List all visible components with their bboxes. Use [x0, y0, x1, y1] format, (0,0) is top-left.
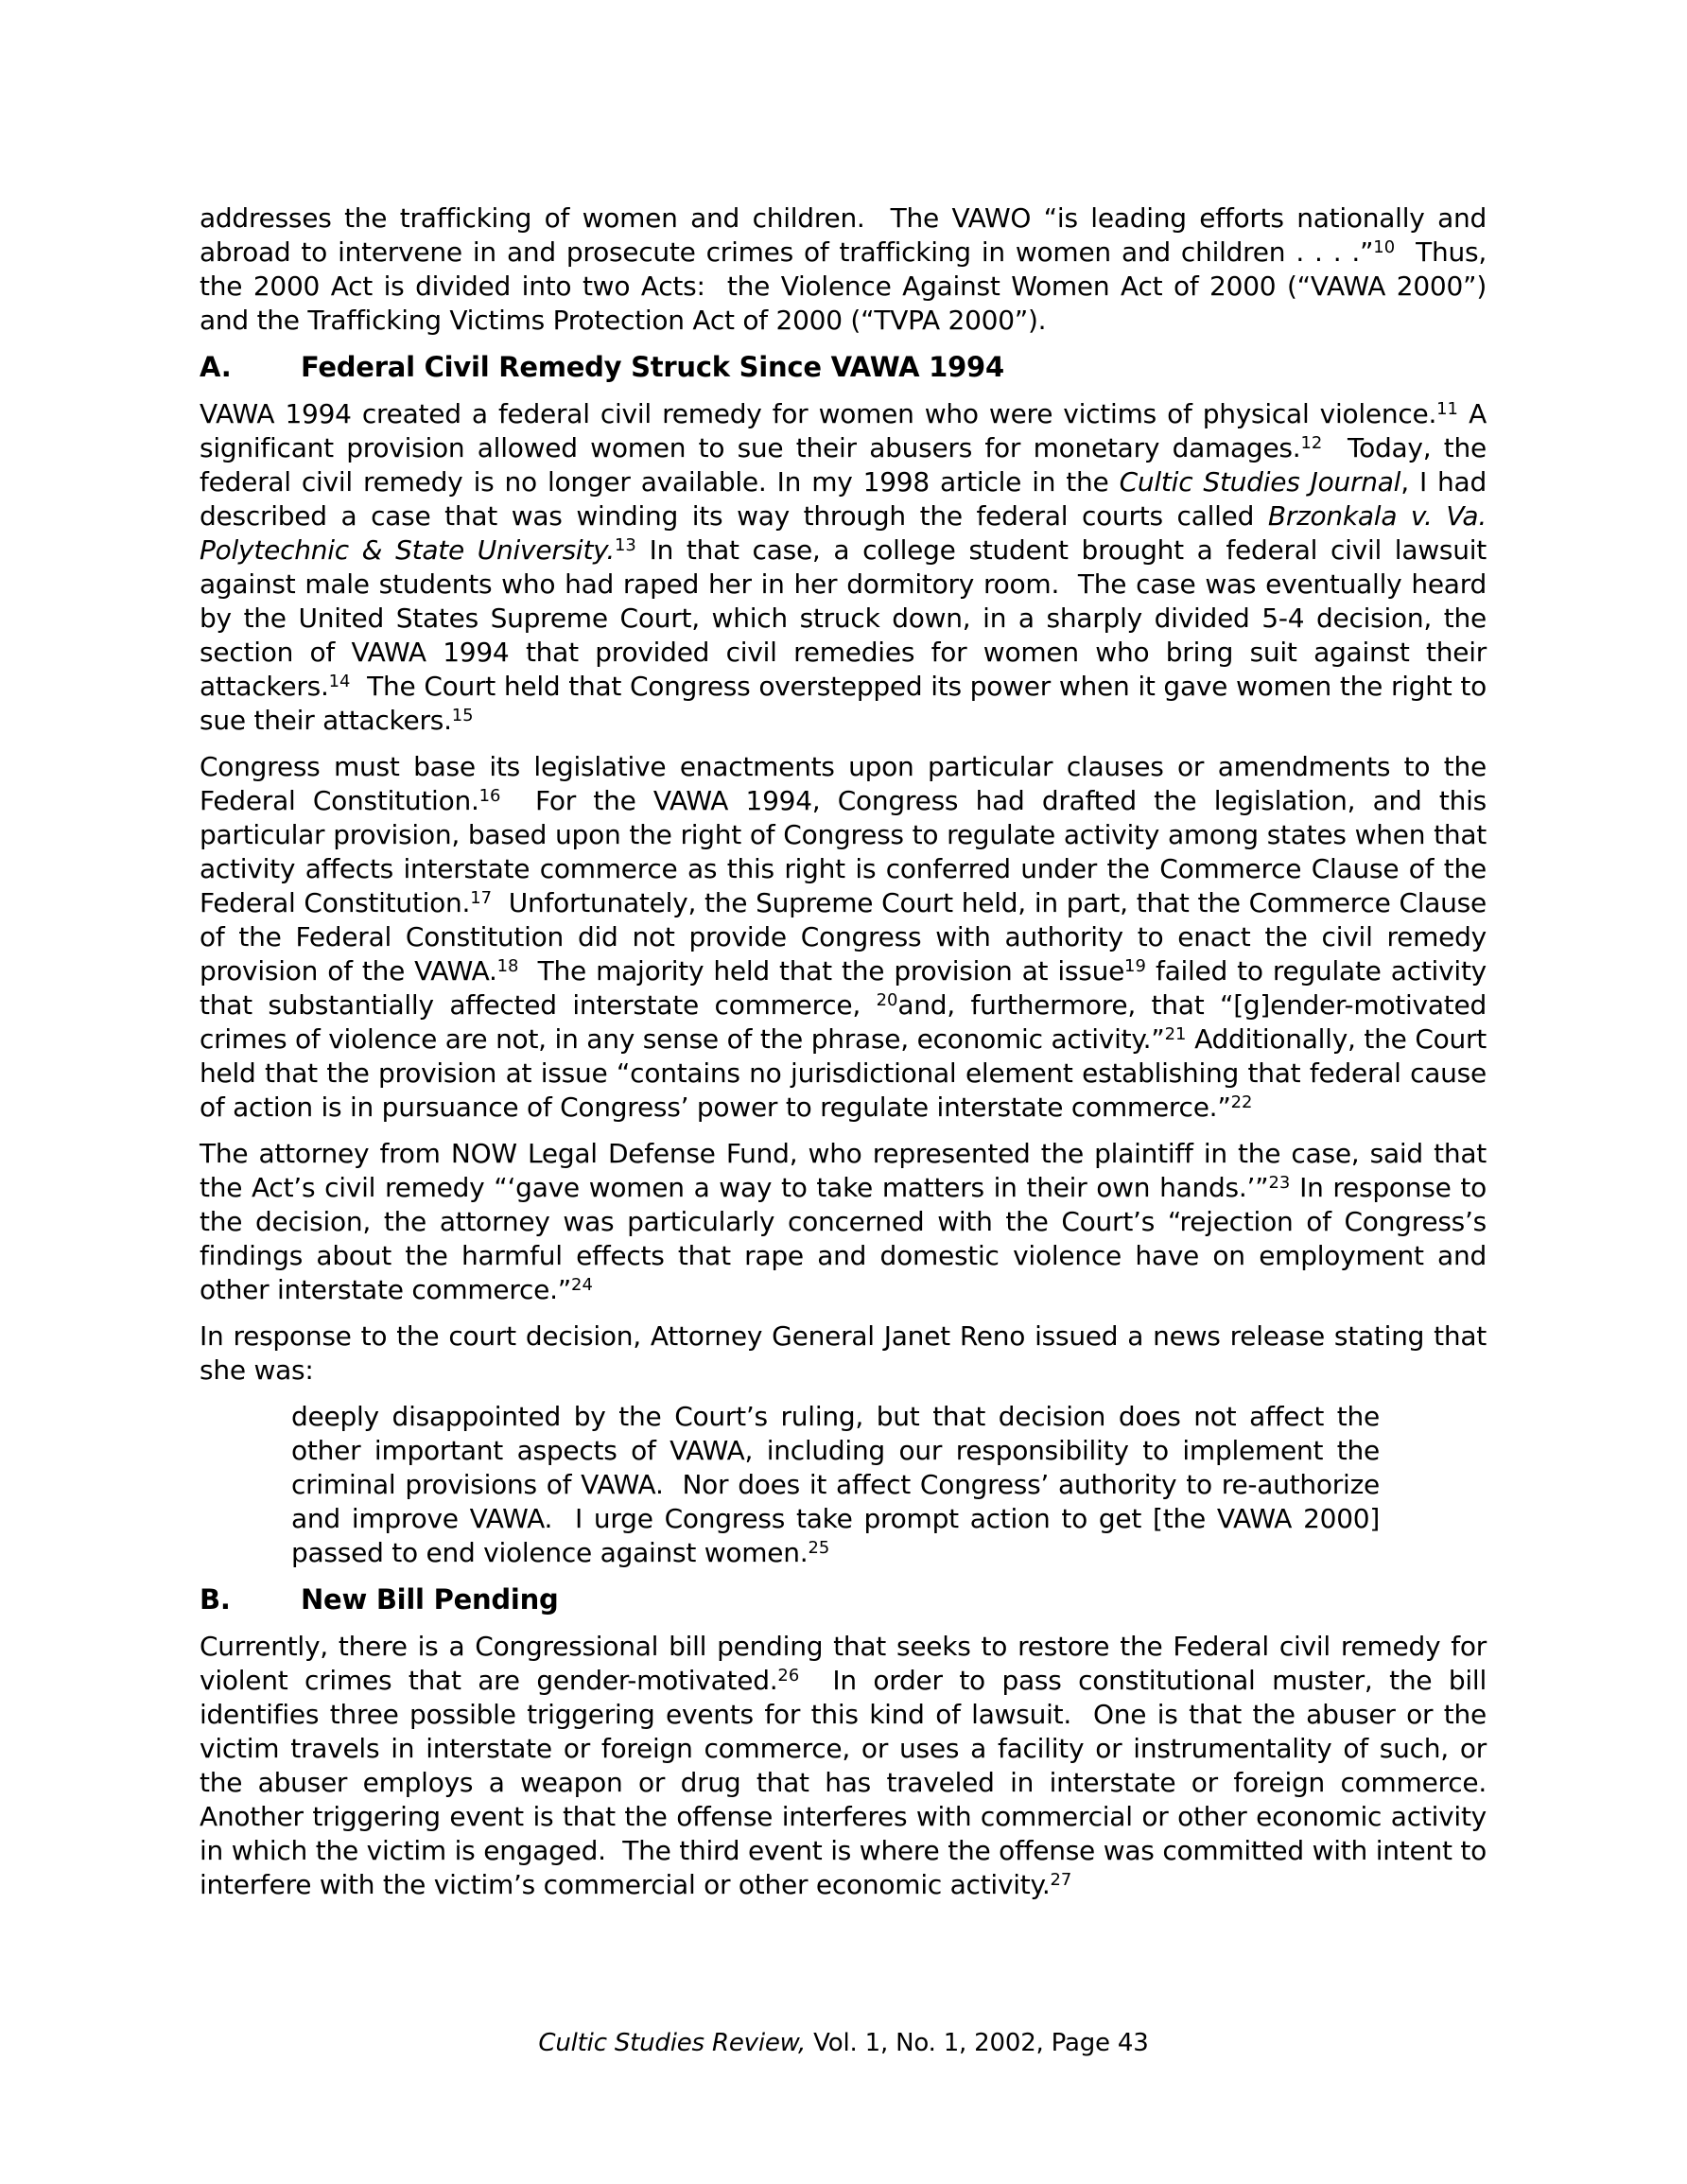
section-heading-b	[200, 1582, 1487, 1616]
reno-statement-quote: deeply disappointed by the Court’s ruling, but that decision does not affect the other important aspects of VAWA, including our responsibility to implement the criminal provisions of VAWA. Nor does it affect Congress’ authority to re-authorize and improve VAWA. I urge Congress take prompt action to get [the VAWA 2000] passed to end violence against women.$^{25}$	[291, 1401, 1388, 1568]
section-b-label: B.	[200, 1583, 231, 1616]
article-body	[200, 201, 1504, 1914]
page-footer: Cultic Studies Review, Vol. 1, No. 1, 2002, Page 43	[538, 2029, 1149, 2057]
paragraph-vawa-1994-remedy: VAWA 1994 created a federal civil remedy for women who were victims of physical violence.$^{11}$ A significant provision allowed women to sue their abusers for monetary damages.$^{12}$ Today, the federal civil remedy is no longer available. In my 1998 article in the Cultic Studies Journal, I had described a case that was winding its way through the federal courts called Brzonkala v. Va. Polytechnic & State University.$^{13}$ In that case, a college student brought a federal civil lawsuit against male students who had raped her in her dormitory room. The case was eventually heard by the United States Supreme Court, which struck down, in a sharply divided 5-4 decision, the section of VAWA 1994 that provided civil remedies for women who bring suit against their attackers.$^{14}$ The Court held that Congress overstepped its power when it gave women the right to sue their attackers.$^{15}$	[200, 398, 1495, 736]
section-heading-a	[200, 350, 1487, 384]
section-a-title: Federal Civil Remedy Struck Since VAWA 1994	[301, 351, 1004, 383]
paragraph-janet-reno-intro: In response to the court decision, Attorney General Janet Reno issued a news release stating that she was:	[200, 1320, 1495, 1386]
section-a-label: A.	[200, 351, 232, 383]
paragraph-new-bill-pending: Currently, there is a Congressional bill pending that seeks to restore the Federal civil remedy for violent crimes that are gender-motivated.$^{26}$ In order to pass constitutional muster, the bill identifies three possible triggering events for this kind of lawsuit. One is that the abuser or the victim travels in interstate or foreign commerce, or uses a facility or instrumentality of such, or the abuser employs a weapon or drug that has traveled in interstate or foreign commerce. Another triggering event is that the offense interferes with commercial or other economic activity in which the victim is engaged. The third event is where the offense was committed with intent to interfere with the victim’s commercial or other economic activity.$^{27}$	[200, 1631, 1504, 1900]
paragraph-now-attorney: The attorney from NOW Legal Defense Fund, who represented the plaintiff in the case, said that the Act’s civil remedy “‘gave women a way to take matters in their own hands.’”$^{23}$ In response to the decision, the attorney was particularly concerned with the Court’s “rejection of Congress’s findings about the harmful effects that rape and domestic violence have on employment and other interstate commerce.”$^{24}$	[200, 1138, 1495, 1305]
paragraph-commerce-clause: Congress must base its legislative enactments upon particular clauses or amendments to the Federal Constitution.$^{16}$ For the VAWA 1994, Congress had drafted the legislation, and this particular provision, based upon the right of Congress to regulate activity among states when that activity affects interstate commerce as this right is conferred under the Commerce Clause of the Federal Constitution.$^{17}$ Unfortunately, the Supreme Court held, in part, that the Commerce Clause of the Federal Constitution did not provide Congress with authority to enact the civil remedy provision of the VAWA.$^{18}$ The majority held that the provision at issue$^{19}$ failed to regulate activity that substantially affected interstate commerce, $^{20}$and, furthermore, that “[g]ender-motivated crimes of violence are not, in any sense of the phrase, economic activity.”$^{21}$ Additionally, the Court held that the provision at issue “contains no jurisdictional element establishing that federal cause of action is in pursuance of Congress’ power to regulate interstate commerce.”$^{22}$	[200, 751, 1495, 1123]
paragraph-trafficking-intro: addresses the trafficking of women and children. The VAWO “is leading efforts nationally and abroad to intervene in and prosecute crimes of trafficking in women and children . . . .”$^{10}$ Thus, the 2000 Act is divided into two Acts: the Violence Against Women Act of 2000 (“VAWA 2000”) and the Trafficking Victims Protection Act of 2000 (“TVPA 2000”).	[200, 202, 1495, 336]
section-b-title: New Bill Pending	[301, 1583, 559, 1616]
